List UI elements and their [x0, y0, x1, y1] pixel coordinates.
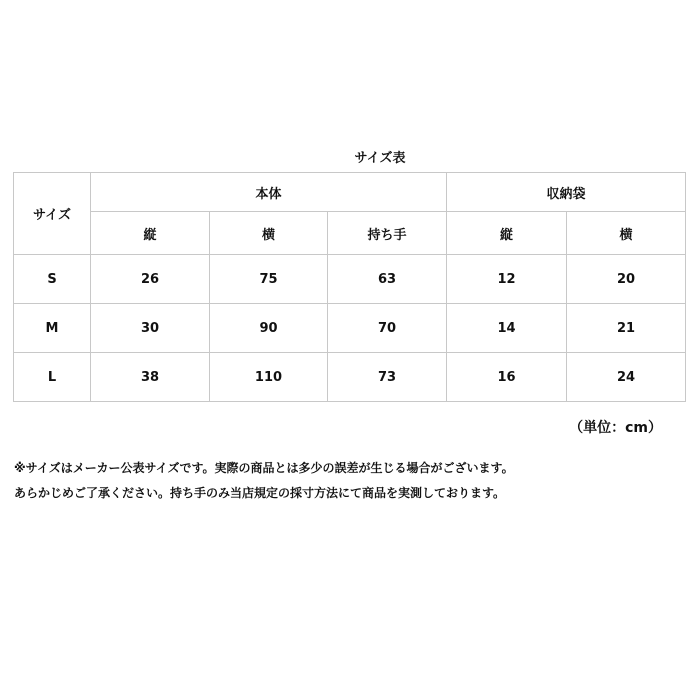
group-header-body: 本体: [91, 173, 447, 212]
size-table: [13, 172, 686, 402]
value-cell: 110: [210, 353, 328, 402]
unit-label: （単位：cm）: [569, 420, 662, 436]
value-cell: 20: [567, 255, 686, 304]
value-cell: 30: [91, 304, 210, 353]
table-row: [14, 353, 686, 402]
value-cell: 75: [210, 255, 328, 304]
sub-header-bag-length: 縦: [447, 212, 567, 255]
value-cell: 38: [91, 353, 210, 402]
sub-header-bag-width: 横: [567, 212, 686, 255]
value-cell: 24: [567, 353, 686, 402]
value-cell: 26: [91, 255, 210, 304]
table-row: [14, 255, 686, 304]
value-cell: 14: [447, 304, 567, 353]
value-cell: 21: [567, 304, 686, 353]
sub-header-body-width: 横: [210, 212, 328, 255]
table-title: サイズ表: [354, 151, 406, 166]
value-cell: 16: [447, 353, 567, 402]
size-column-header: サイズ: [14, 173, 91, 255]
table-row: [14, 304, 686, 353]
sub-header-handle: 持ち手: [328, 212, 447, 255]
value-cell: 73: [328, 353, 447, 402]
notes: [14, 456, 700, 506]
sub-header-body-length: 縦: [91, 212, 210, 255]
note-line: あらかじめご了承ください。持ち手のみ当店規定の採寸方法にて商品を実測しております。: [14, 486, 506, 500]
size-cell: M: [14, 304, 91, 353]
size-cell: L: [14, 353, 91, 402]
value-cell: 12: [447, 255, 567, 304]
value-cell: 70: [328, 304, 447, 353]
size-cell: S: [14, 255, 91, 304]
group-header-bag: 収納袋: [447, 173, 686, 212]
value-cell: 63: [328, 255, 447, 304]
note-line: ※サイズはメーカー公表サイズです。実際の商品とは多少の誤差が生じる場合がございます。: [14, 461, 514, 475]
value-cell: 90: [210, 304, 328, 353]
